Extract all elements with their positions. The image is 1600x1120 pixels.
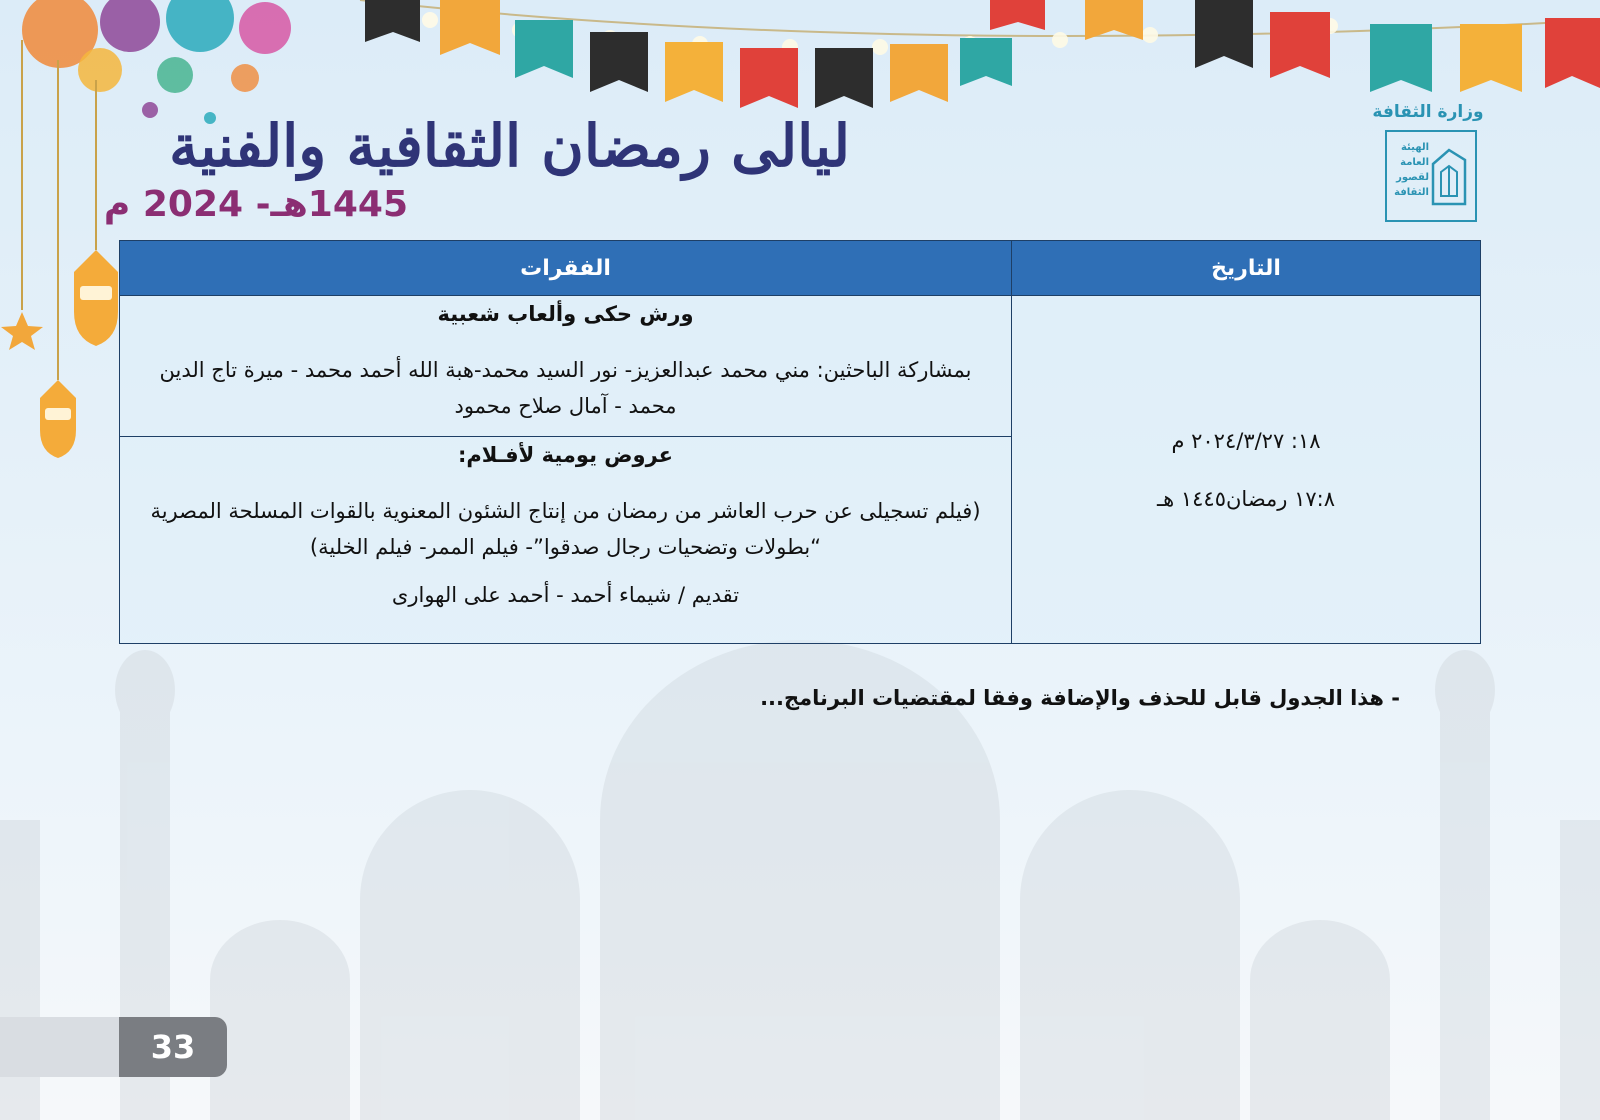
item-title: عروض يومية لأفـلام: [458, 443, 673, 467]
lantern-decoration [1, 40, 118, 458]
item-cell [120, 296, 1012, 437]
table-header-row [120, 241, 1481, 296]
date-cell [1012, 296, 1481, 644]
logo-text: الهيئة العامة لقصور الثقافة [1394, 142, 1429, 198]
gregorian-date: ١٨: ٢٠٢٤/٣/٢٧ م [1171, 428, 1321, 453]
header-date: التاريخ [1012, 241, 1481, 296]
page-title: ليالى رمضان الثقافية والفنية [169, 112, 850, 180]
mosque-silhouette-decoration [0, 640, 1600, 1120]
table-note: - هذا الجدول قابل للحذف والإضافة وفقا لمقتضيات البرنامج... [760, 686, 1400, 710]
bunting-flags-decoration [365, 0, 1600, 108]
page-number: 33 [119, 1017, 227, 1077]
item-credit: تقديم / شيماء أحمد - أحمد على الهوارى [391, 583, 740, 607]
paint-splash-decoration [22, 0, 291, 124]
building-logo-icon [1429, 144, 1469, 210]
hijri-date: ١٧:٨ رمضان١٤٤٥ هـ [1156, 486, 1336, 511]
year-label: 1445هـ- 2024 م [103, 184, 408, 225]
item-body: (فيلم تسجيلى عن حرب العاشر من رمضان من إنتاج الشئون المعنوية بالقوات المسلحة المصرية “بطولات وتضحيات رجال صدقوا”- فيلم الممر- فيلم الخلية) [150, 499, 981, 559]
header-items: الفقرات [120, 241, 1012, 296]
item-title: ورش حكى وألعاب شعبية [437, 302, 694, 326]
culture-palaces-logo [1385, 130, 1477, 222]
ministry-name: وزارة الثقافة [1372, 102, 1484, 122]
item-body: بمشاركة الباحثين: مني محمد عبدالعزيز- نور السيد محمد-هبة الله أحمد محمد - ميرة تاج الدين محمد - آمال صلاح محمود [159, 358, 972, 418]
schedule-table [119, 240, 1481, 644]
item-cell [120, 437, 1012, 644]
table-row [120, 296, 1481, 437]
